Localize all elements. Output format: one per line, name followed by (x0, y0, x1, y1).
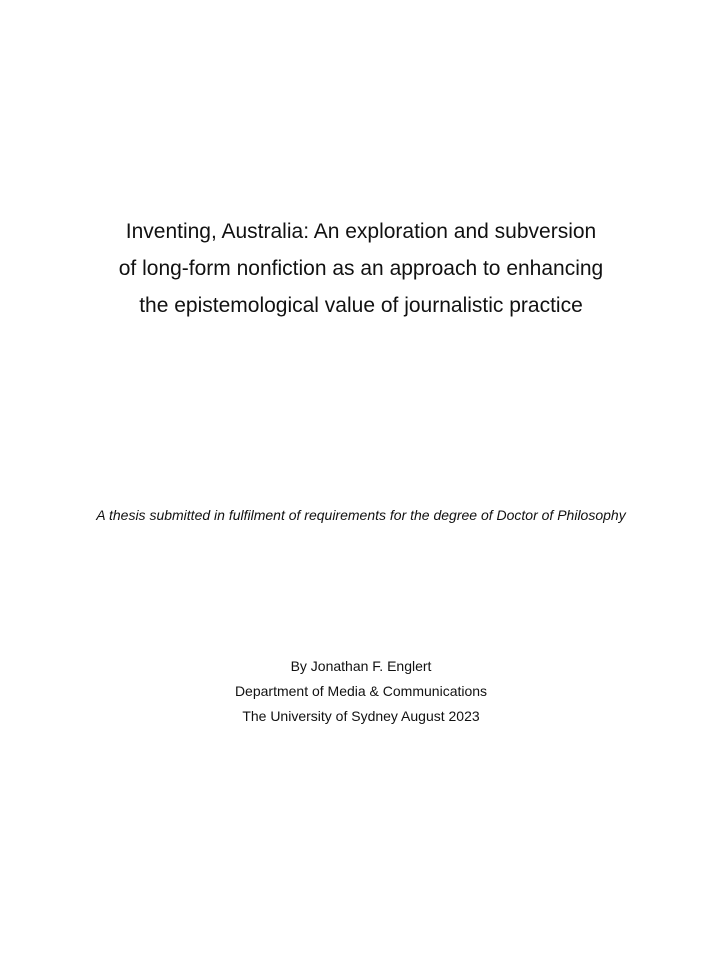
author-department: Department of Media & Communications (234, 683, 488, 699)
thesis-title-line-2: of long-form nonfiction as an approach to enhancing (118, 257, 604, 280)
thesis-title-line-1: Inventing, Australia: An exploration and subversion (125, 220, 597, 243)
submission-statement: A thesis submitted in fulfilment of requirements for the degree of Doctor of Philosophy (96, 507, 626, 523)
thesis-title (0, 213, 722, 324)
thesis-title-line-3: the epistemological value of journalistic practice (139, 294, 583, 317)
author-institution-date: The University of Sydney August 2023 (242, 708, 480, 724)
author-byline: By Jonathan F. Englert (290, 658, 432, 674)
author-info (0, 654, 722, 729)
